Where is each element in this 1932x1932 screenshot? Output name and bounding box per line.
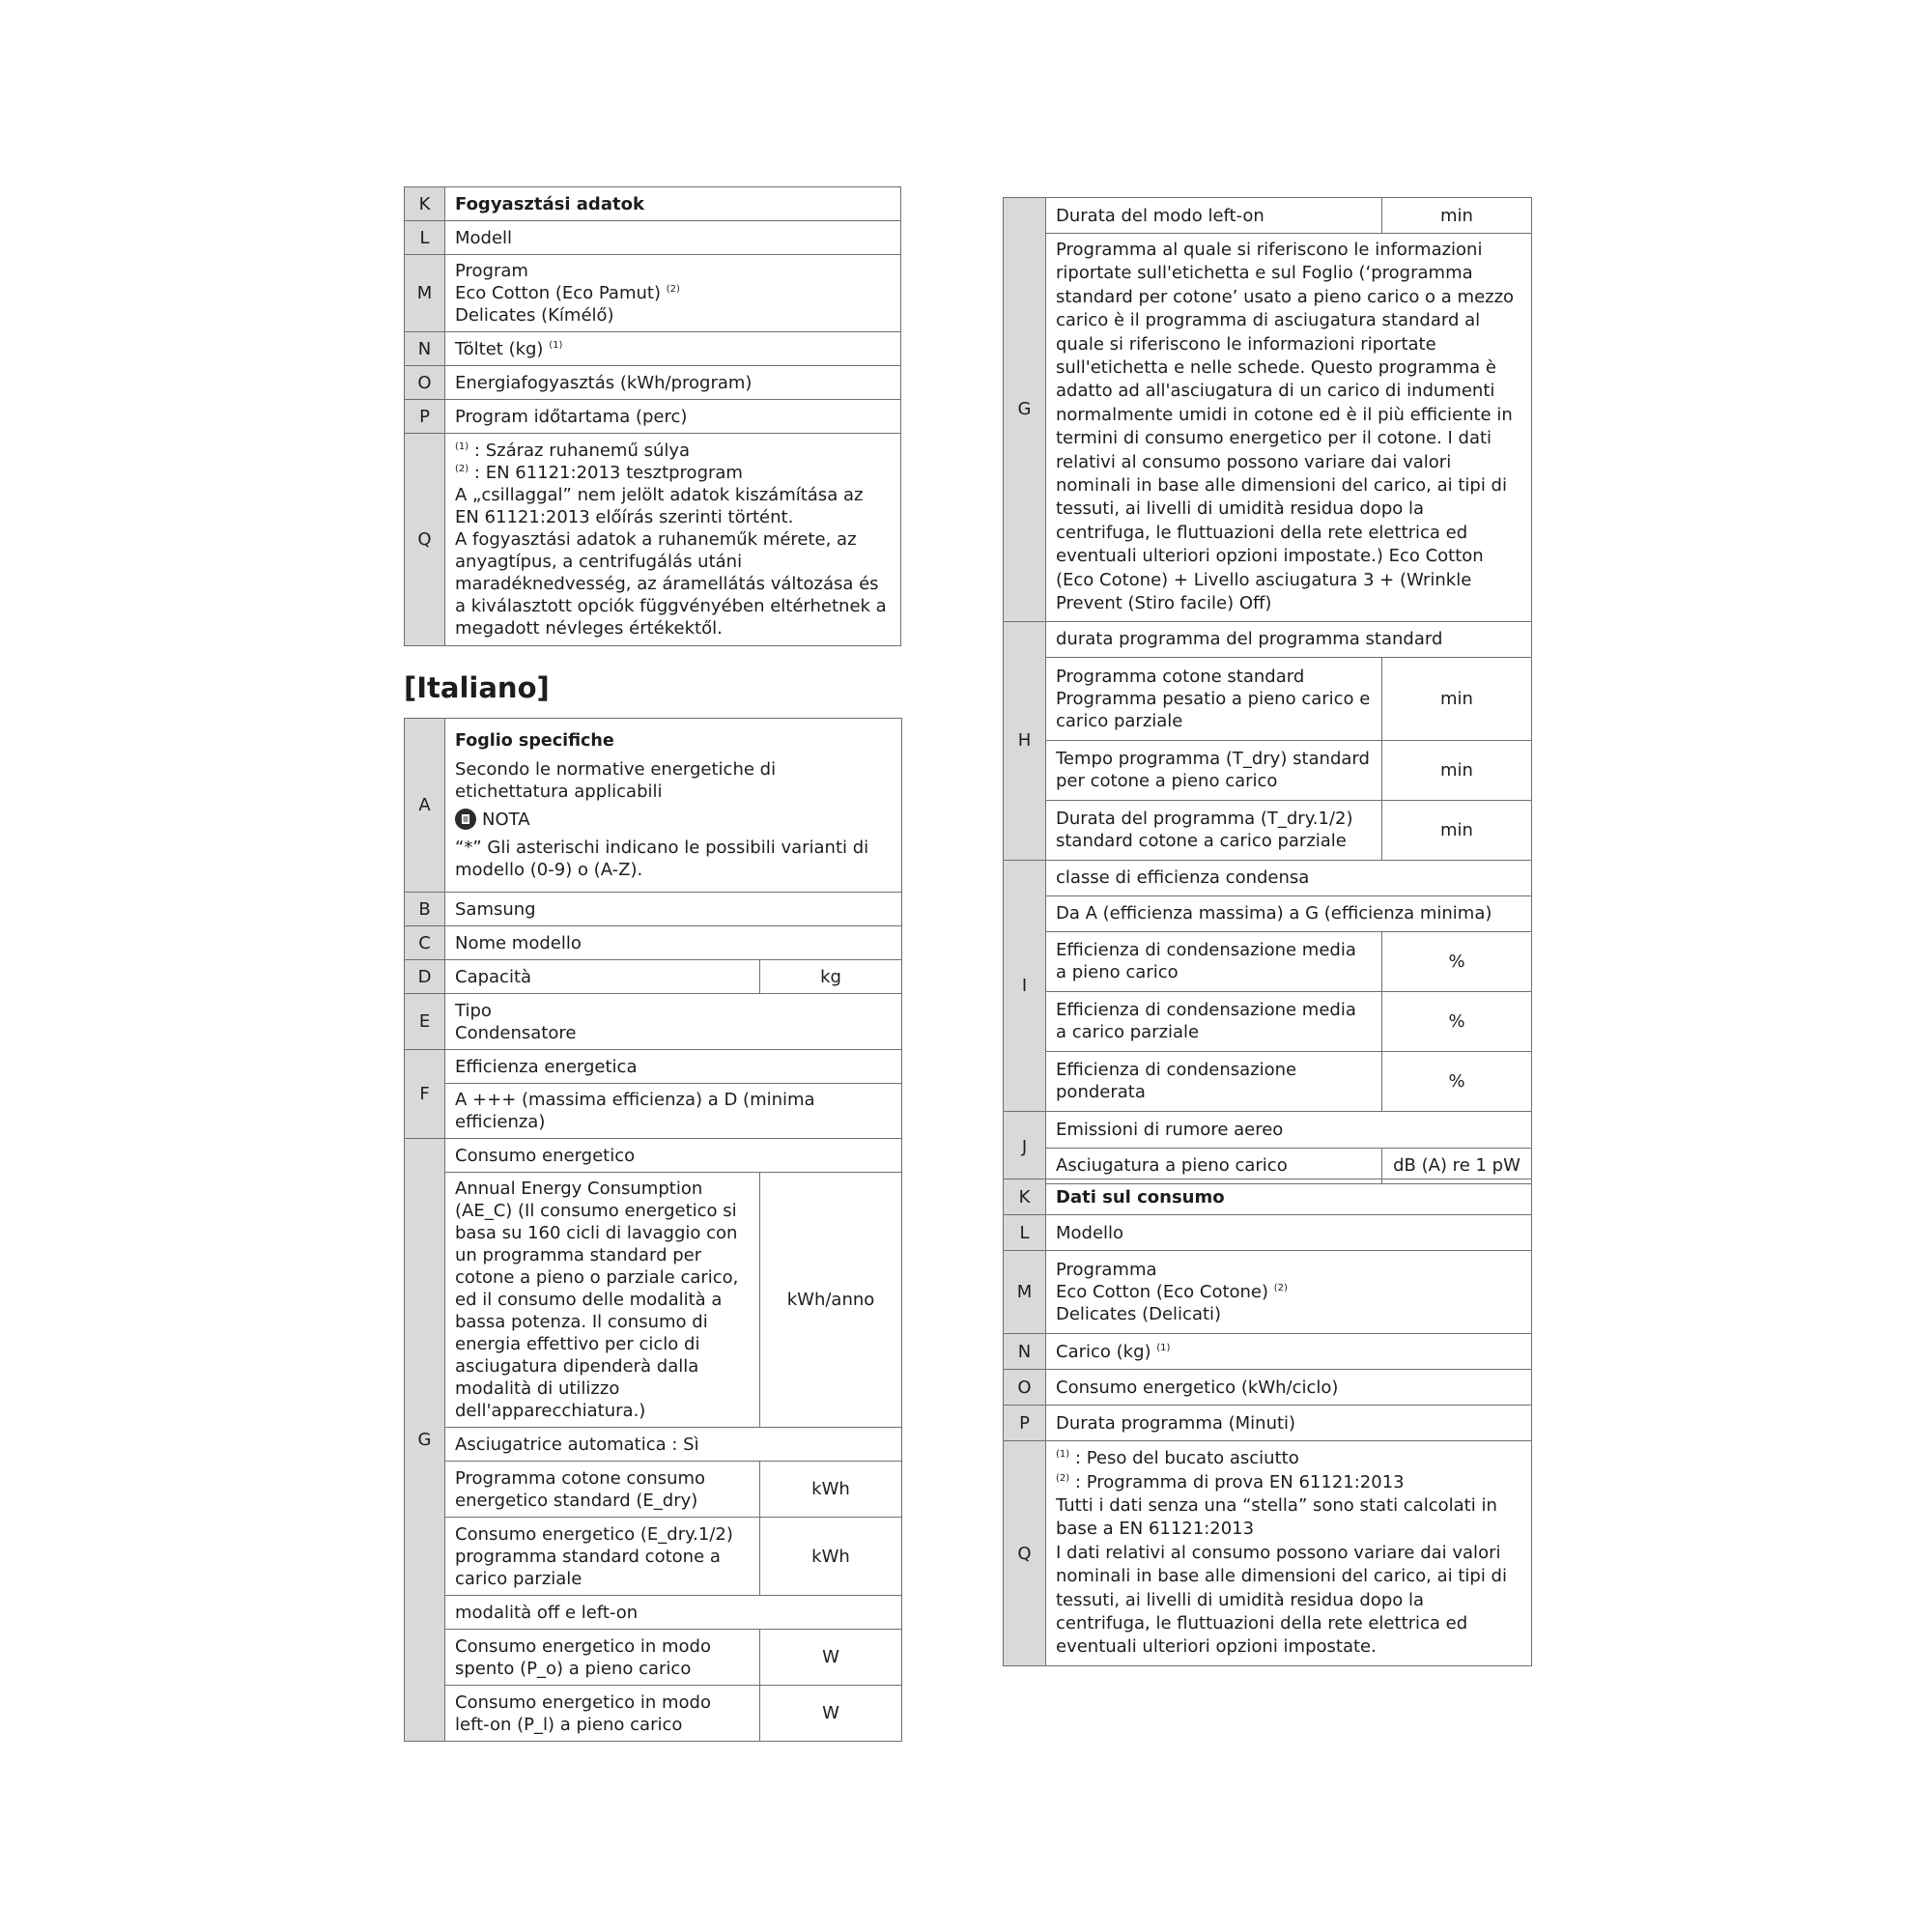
row-key: F <box>405 1050 445 1139</box>
row-label: A +++ (massima efficienza) a D (minima efficienza) <box>445 1084 902 1139</box>
footnotes <box>445 434 901 646</box>
row-label: Capacità <box>445 960 760 994</box>
row-label: Programma cotone standard Programma pesatio a pieno carico e carico parziale <box>1046 657 1382 740</box>
row-label: Asciugatrice automatica : Sì <box>445 1428 902 1462</box>
row-content <box>1046 1334 1532 1370</box>
footnote-mark: (1) <box>455 441 469 452</box>
row-label: Programma cotone consumo energetico standard (E_dry) <box>445 1462 760 1518</box>
row-key: L <box>1004 1215 1046 1251</box>
note-paragraph: A „csillaggal” nem jelölt adatok kiszámítása az EN 61121:2013 előírás szerinti történt. <box>455 485 864 527</box>
row-key: E <box>405 994 445 1050</box>
program-label: Programma <box>1056 1260 1157 1280</box>
italian-spec-table-right <box>1003 197 1532 1184</box>
spec-title: Foglio specifiche <box>455 730 614 751</box>
program-label: Program <box>455 261 528 281</box>
note-heading <box>455 809 892 831</box>
table-row <box>405 1173 902 1428</box>
row-label: Consumo energetico (kWh/ciclo) <box>1046 1370 1532 1406</box>
table-row <box>405 926 902 960</box>
row-content <box>445 994 902 1050</box>
footnote-text: : Programma di prova EN 61121:2013 <box>1074 1471 1405 1492</box>
table-row <box>405 434 901 646</box>
row-label: Töltet (kg) <box>455 338 544 359</box>
row-label: Asciugatura a pieno carico <box>1046 1148 1382 1183</box>
footnote-2 <box>455 462 891 484</box>
table-row <box>405 187 901 221</box>
row-label: Durata del programma (T_dry.1/2) standard cotone a carico parziale <box>1046 800 1382 860</box>
unit-cell: W <box>760 1630 902 1686</box>
footnote-text: : Száraz ruhanemű súlya <box>473 440 691 461</box>
row-content <box>445 255 901 332</box>
table-row <box>405 1630 902 1686</box>
footnote-ref: (1) <box>1156 1342 1171 1353</box>
unit-cell: dB (A) re 1 pW <box>1382 1148 1532 1183</box>
row-label: Efficienza di condensazione ponderata <box>1046 1051 1382 1111</box>
note-icon <box>455 809 476 830</box>
footnote-mark: (1) <box>1056 1449 1070 1461</box>
row-label: Modello <box>1046 1215 1532 1251</box>
row-key: I <box>1004 860 1046 1111</box>
row-key: D <box>405 960 445 994</box>
table-row <box>405 1518 902 1596</box>
row-key: P <box>1004 1406 1046 1441</box>
unit-cell: % <box>1382 991 1532 1051</box>
row-label: Dati sul consumo <box>1046 1179 1532 1215</box>
row-content <box>445 332 901 366</box>
row-key: Q <box>1004 1441 1046 1666</box>
spec-subtitle: Secondo le normative energetiche di etichettatura applicabili <box>455 758 777 802</box>
table-row <box>405 1686 902 1742</box>
table-row <box>405 332 901 366</box>
row-label: Efficienza energetica <box>445 1050 902 1084</box>
row-key: H <box>1004 621 1046 860</box>
row-key: G <box>1004 198 1046 622</box>
row-label: Tempo programma (T_dry) standard per cotone a pieno carico <box>1046 740 1382 800</box>
note-paragraph: Tutti i dati senza una “stella” sono stati calcolati in base a EN 61121:2013 <box>1056 1494 1497 1540</box>
unit-cell: min <box>1382 657 1532 740</box>
unit-cell: % <box>1382 1051 1532 1111</box>
row-key: K <box>405 187 445 221</box>
row-key: G <box>405 1139 445 1742</box>
table-row <box>1004 234 1532 622</box>
footnote-ref: (1) <box>549 339 563 351</box>
table-row <box>405 1050 902 1084</box>
table-row <box>1004 740 1532 800</box>
table-row <box>1004 1441 1532 1666</box>
section-title: [Italiano] <box>404 671 550 704</box>
row-label: Modell <box>445 221 901 255</box>
table-row <box>1004 991 1532 1051</box>
program-eco-cotton: Eco Cotton (Eco Cotone) <box>1056 1282 1269 1302</box>
table-row <box>1004 1051 1532 1111</box>
row-label: Energiafogyasztás (kWh/program) <box>445 366 901 400</box>
row-label: Carico (kg) <box>1056 1341 1151 1362</box>
italian-consumption-table <box>1003 1179 1532 1666</box>
row-key: Q <box>405 434 445 646</box>
row-label: Durata programma (Minuti) <box>1046 1406 1532 1441</box>
table-row <box>405 1139 902 1173</box>
unit-cell: min <box>1382 740 1532 800</box>
row-key: A <box>405 719 445 893</box>
type-value: Condensatore <box>455 1022 577 1043</box>
note-paragraph: A fogyasztási adatok a ruhaneműk mérete, az anyagtípus, a centrifugálás utáni maradéknedvesség, az áramellátás változása és a kiválasztott opciók függvényében eltérhetnek a megadott névleges értékektől. <box>455 529 887 639</box>
row-key: B <box>405 893 445 926</box>
row-label: Efficienza di condensazione media a pieno carico <box>1046 931 1382 991</box>
footnote-text: : Peso del bucato asciutto <box>1074 1448 1299 1469</box>
table-row <box>405 893 902 926</box>
row-key: O <box>405 366 445 400</box>
row-label: Program időtartama (perc) <box>445 400 901 434</box>
table-row <box>1004 1111 1532 1148</box>
table-row <box>1004 657 1532 740</box>
program-line <box>455 282 891 304</box>
row-key: L <box>405 221 445 255</box>
footnote-ref: (2) <box>1273 1283 1288 1293</box>
row-key: C <box>405 926 445 960</box>
unit-cell: min <box>1382 800 1532 860</box>
program-delicates: Delicates (Kímélő) <box>455 305 614 326</box>
table-row <box>405 960 902 994</box>
table-row <box>1004 1251 1532 1334</box>
row-label: Emissioni di rumore aereo <box>1046 1111 1532 1148</box>
unit-cell: W <box>760 1686 902 1742</box>
row-label: Fogyasztási adatok <box>445 187 901 221</box>
row-key: O <box>1004 1370 1046 1406</box>
unit-cell: kWh <box>760 1462 902 1518</box>
table-row <box>1004 621 1532 657</box>
unit-cell: % <box>1382 931 1532 991</box>
table-row <box>1004 860 1532 895</box>
row-label: Consumo energetico (E_dry.1/2) programma standard cotone a carico parziale <box>445 1518 760 1596</box>
note-label: NOTA <box>482 809 530 830</box>
program-line <box>1056 1281 1521 1303</box>
table-row <box>405 1084 902 1139</box>
unit-cell: kWh <box>760 1518 902 1596</box>
row-label: Annual Energy Consumption (AE_C) (Il consumo energetico si basa su 160 cicli di lavaggio con un programma standard per cotone a pieno o parziale carico, ed il consumo delle modalità a bassa potenza. Il consumo di energia effettivo per ciclo di asciugatura dipenderà dalla modalità di utilizzo dell'apparecchiatura.) <box>445 1173 760 1428</box>
table-row <box>1004 895 1532 931</box>
row-label: modalità off e left-on <box>445 1596 902 1630</box>
footnote-ref: (2) <box>666 284 680 295</box>
row-label: Da A (efficienza massima) a G (efficienza minima) <box>1046 895 1532 931</box>
unit-cell: min <box>1382 198 1532 234</box>
row-key: J <box>1004 1111 1046 1183</box>
table-row <box>1004 1179 1532 1215</box>
unit-cell: kWh/anno <box>760 1173 902 1428</box>
table-row <box>405 366 901 400</box>
footnotes <box>1046 1441 1532 1666</box>
note-text: “*” Gli asterischi indicano le possibili varianti di modello (0-9) o (A-Z). <box>455 837 869 880</box>
row-label: Durata del modo left-on <box>1046 198 1382 234</box>
table-row <box>405 719 902 893</box>
row-label: Consumo energetico in modo left-on (P_l) a pieno carico <box>445 1686 760 1742</box>
table-row <box>405 1462 902 1518</box>
footnote-mark: (2) <box>455 464 469 474</box>
table-row <box>405 994 902 1050</box>
row-label: Consumo energetico in modo spento (P_o) a pieno carico <box>445 1630 760 1686</box>
row-key: M <box>1004 1251 1046 1334</box>
row-key: M <box>405 255 445 332</box>
table-row <box>405 255 901 332</box>
program-eco-cotton: Eco Cotton (Eco Pamut) <box>455 283 661 303</box>
footnote-text: : EN 61121:2013 tesztprogram <box>473 463 743 483</box>
spec-header-cell <box>445 719 902 893</box>
table-row <box>405 221 901 255</box>
row-content <box>1046 1251 1532 1334</box>
type-label: Tipo <box>455 1000 492 1021</box>
program-delicates: Delicates (Delicati) <box>1056 1304 1222 1324</box>
row-key: P <box>405 400 445 434</box>
hungarian-consumption-table <box>404 186 901 646</box>
table-row <box>1004 1215 1532 1251</box>
footnote-1 <box>1056 1447 1521 1470</box>
row-label: Nome modello <box>445 926 902 960</box>
row-label: Samsung <box>445 893 902 926</box>
table-row <box>1004 1334 1532 1370</box>
row-key: N <box>1004 1334 1046 1370</box>
row-label: Programma al quale si riferiscono le informazioni riportate sull'etichetta e sul Foglio (‘programma standard per cotone’ usato a pieno carico o a mezzo carico è il programma di asciugatura standard al quale si riferiscono le informazioni riportate sull'etichetta e nelle schede. Questo programma è adatto ad all'asciugatura di un carico di indumenti normalmente umidi in cotone ed è il più efficiente in termini di consumo energetico per il cotone. I dati relativi al consumo possono variare dai valori nominali in base alle dimensioni del carico, ai tipi di tessuti, ai livelli di umidità residua dopo la centrifuga, le fluttuazioni della rete elettrica ed eventuali ulteriori opzioni impostate.) Eco Cotton (Eco Cotone) + Livello asciugatura 3 + (Wrinkle Prevent (Stiro facile) Off) <box>1046 234 1532 622</box>
italian-spec-table-left <box>404 718 902 1742</box>
row-label: Efficienza di condensazione media a carico parziale <box>1046 991 1382 1051</box>
table-row <box>1004 1406 1532 1441</box>
row-key: K <box>1004 1179 1046 1215</box>
footnote-mark: (2) <box>1056 1472 1070 1484</box>
footnote-2 <box>1056 1471 1521 1494</box>
row-label: classe di efficienza condensa <box>1046 860 1532 895</box>
row-label: durata programma del programma standard <box>1046 621 1532 657</box>
table-row <box>1004 931 1532 991</box>
table-row <box>405 1428 902 1462</box>
unit-cell: kg <box>760 960 902 994</box>
table-row <box>405 1596 902 1630</box>
table-row <box>1004 800 1532 860</box>
row-label: Consumo energetico <box>445 1139 902 1173</box>
row-key: N <box>405 332 445 366</box>
note-paragraph: I dati relativi al consumo possono variare dai valori nominali in base alle dimensioni del carico, ai tipi di tessuti, ai livelli di umidità residua dopo la centrifuga, le fluttuazioni della rete elettrica ed eventuali ulteriori opzioni impostate. <box>1056 1542 1507 1658</box>
table-row <box>1004 1370 1532 1406</box>
footnote-1 <box>455 440 891 462</box>
table-row <box>405 400 901 434</box>
table-row <box>1004 198 1532 234</box>
